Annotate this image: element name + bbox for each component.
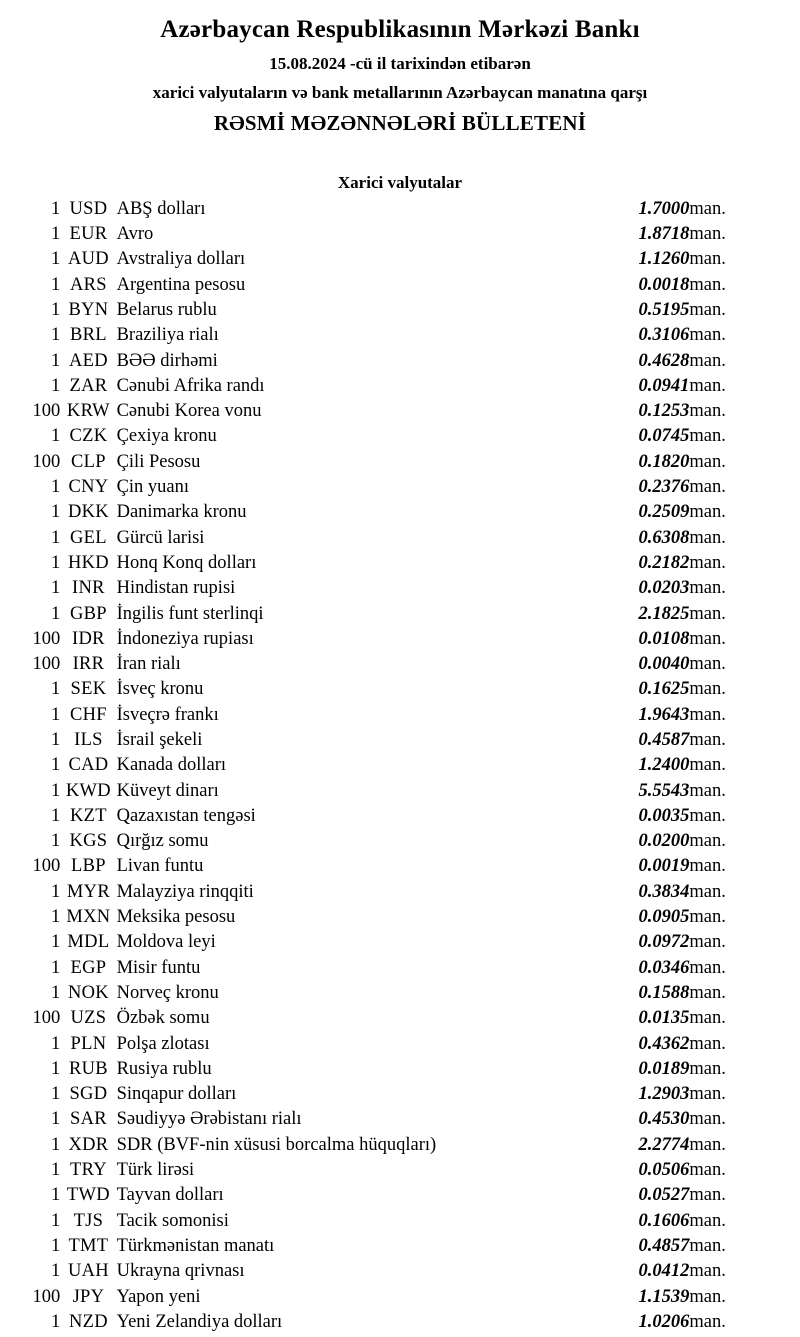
currency-code: AED [68, 350, 108, 371]
currency-code: TMT [68, 1235, 109, 1256]
currency-rate: 0.0412 [638, 1261, 690, 1282]
currency-rate: 0.4857 [638, 1235, 690, 1256]
currency-code: PLN [70, 1033, 107, 1054]
currency-unit: man. [689, 831, 726, 852]
currency-name: Kanada dolları [116, 755, 226, 776]
currency-name: Küveyt dinarı [116, 780, 219, 801]
currency-rate: 0.0035 [638, 805, 690, 826]
currency-unit: man. [689, 729, 726, 750]
currency-amount: 1 [51, 831, 61, 852]
currency-code: MDL [67, 932, 110, 953]
table-row [0, 1261, 800, 1286]
currency-name: Ukrayna qrivnası [116, 1261, 245, 1282]
currency-amount: 1 [51, 1210, 61, 1231]
table-row [0, 604, 800, 629]
currency-unit: man. [689, 881, 726, 902]
currency-code: USD [69, 198, 108, 219]
currency-name: Cənubi Korea vonu [116, 401, 262, 422]
currency-amount: 1 [51, 350, 61, 371]
currency-amount: 1 [51, 198, 61, 219]
currency-rate: 0.0200 [638, 831, 690, 852]
currency-name: İran rialı [116, 654, 181, 675]
currency-rate: 0.0745 [638, 426, 690, 447]
currency-rate: 1.1260 [638, 249, 690, 270]
document-header [0, 16, 800, 136]
currency-name: Avstraliya dolları [116, 249, 246, 270]
currency-rate: 0.0941 [638, 375, 690, 396]
currency-unit: man. [689, 982, 726, 1003]
currency-rate: 2.1825 [638, 603, 690, 624]
currency-rate: 1.2400 [638, 755, 690, 776]
currency-rate: 1.9643 [638, 704, 690, 725]
currency-unit: man. [689, 1109, 726, 1130]
currency-name: İngilis funt sterlinqi [116, 603, 264, 624]
currency-rate: 2.2774 [638, 1134, 690, 1155]
currency-name: Polşa zlotası [116, 1033, 210, 1054]
currency-name: Səudiyyə Ərəbistanı rialı [116, 1109, 302, 1130]
currency-unit: man. [689, 1210, 726, 1231]
currency-name: Yapon yeni [116, 1286, 201, 1307]
currency-unit: man. [689, 679, 726, 700]
currency-amount: 1 [51, 1033, 61, 1054]
currency-rates-body [0, 199, 800, 1337]
currency-rate: 1.8718 [638, 224, 690, 245]
currency-unit: man. [689, 1033, 726, 1054]
currency-code: IDR [72, 628, 105, 649]
currency-amount: 1 [51, 780, 61, 801]
currency-rate: 0.0203 [638, 578, 690, 599]
currency-name: Özbək somu [116, 1008, 210, 1029]
table-row [0, 553, 800, 578]
table-row [0, 654, 800, 679]
table-row [0, 1135, 800, 1160]
currency-unit: man. [689, 780, 726, 801]
currency-rate: 1.2903 [638, 1084, 690, 1105]
currency-code: ARS [69, 274, 107, 295]
currency-rate: 0.0346 [638, 957, 690, 978]
currency-code: INR [72, 578, 105, 599]
currency-amount: 1 [51, 224, 61, 245]
currency-code: EUR [69, 224, 108, 245]
currency-rate: 0.1253 [638, 401, 690, 422]
currency-code: MYR [66, 881, 110, 902]
currency-code: ILS [74, 729, 103, 750]
currency-unit: man. [689, 1311, 726, 1332]
table-row [0, 806, 800, 831]
currency-name: BƏƏ dirhəmi [116, 350, 218, 371]
currency-code: IRR [72, 654, 105, 675]
table-row [0, 1211, 800, 1236]
currency-amount: 1 [51, 1160, 61, 1181]
currency-amount: 1 [51, 1185, 61, 1206]
currency-unit: man. [689, 1286, 726, 1307]
currency-rate: 0.0905 [638, 907, 690, 928]
currency-name: ABŞ dolları [116, 198, 206, 219]
currency-rate: 0.6308 [638, 527, 690, 548]
currency-rate: 0.1820 [638, 451, 690, 472]
currency-amount: 100 [32, 1008, 61, 1029]
currency-code: SAR [69, 1109, 107, 1130]
currency-unit: man. [689, 603, 726, 624]
currency-unit: man. [689, 1008, 726, 1029]
currency-name: İsrail şekeli [116, 729, 203, 750]
currency-name: Çili Pesosu [116, 451, 201, 472]
document-subtitle: xarici valyutaların və bank metallarının Azərbaycan manatına qarşı [152, 82, 648, 102]
table-row [0, 199, 800, 224]
currency-rate: 1.7000 [638, 198, 690, 219]
currency-code: CNY [68, 477, 109, 498]
currency-code: JPY [72, 1286, 105, 1307]
currency-unit: man. [689, 502, 726, 523]
currency-code: AUD [67, 249, 109, 270]
currency-rate: 0.0019 [638, 856, 690, 877]
table-row [0, 856, 800, 881]
currency-name: İndoneziya rupiası [116, 628, 254, 649]
table-row [0, 401, 800, 426]
table-row [0, 325, 800, 350]
currency-rate: 0.4587 [638, 729, 690, 750]
table-row [0, 730, 800, 755]
currency-amount: 1 [51, 704, 61, 725]
table-row [0, 705, 800, 730]
currency-name: Qazaxıstan tengəsi [116, 805, 256, 826]
currency-code: DKK [67, 502, 109, 523]
currency-rate: 0.2182 [638, 552, 690, 573]
currency-amount: 1 [51, 578, 61, 599]
table-row [0, 958, 800, 983]
currency-rate: 0.5195 [638, 299, 690, 320]
currency-name: Sinqapur dolları [116, 1084, 237, 1105]
currency-code: SGD [69, 1084, 108, 1105]
table-row [0, 679, 800, 704]
table-row [0, 1160, 800, 1185]
currency-name: Belarus rublu [116, 299, 217, 320]
currency-code: CHF [69, 704, 107, 725]
table-row [0, 1109, 800, 1134]
currency-code: TWD [66, 1185, 110, 1206]
currency-amount: 1 [51, 805, 61, 826]
currency-name: Qırğız somu [116, 831, 209, 852]
currency-code: KZT [70, 805, 107, 826]
currency-amount: 100 [32, 654, 61, 675]
currency-unit: man. [689, 274, 726, 295]
currency-unit: man. [689, 426, 726, 447]
currency-rate: 0.0040 [638, 654, 690, 675]
currency-name: Misir funtu [116, 957, 201, 978]
currency-name: Tacik somonisi [116, 1210, 229, 1231]
currency-name: Hindistan rupisi [116, 578, 236, 599]
currency-rate: 0.0135 [638, 1008, 690, 1029]
table-row [0, 1312, 800, 1337]
currency-code: RUB [68, 1058, 108, 1079]
currency-rate: 0.4362 [638, 1033, 690, 1054]
currency-unit: man. [689, 325, 726, 346]
currency-amount: 1 [51, 982, 61, 1003]
currency-code: TRY [69, 1160, 107, 1181]
currency-name: Danimarka kronu [116, 502, 247, 523]
currency-amount: 1 [51, 729, 61, 750]
currency-name: SDR (BVF-nin xüsusi borcalma hüquqları) [116, 1134, 437, 1155]
currency-amount: 1 [51, 299, 61, 320]
table-row [0, 755, 800, 780]
currency-code: GEL [70, 527, 107, 548]
table-row [0, 1185, 800, 1210]
currency-amount: 1 [51, 1134, 61, 1155]
currency-name: Moldova leyi [116, 932, 216, 953]
currency-rate: 0.2376 [638, 477, 690, 498]
currency-amount: 1 [51, 1058, 61, 1079]
table-row [0, 300, 800, 325]
currency-amount: 1 [51, 477, 61, 498]
currency-code: LBP [71, 856, 106, 877]
currency-rate: 0.0506 [638, 1160, 690, 1181]
currency-code: GBP [69, 603, 107, 624]
currency-code: ZAR [69, 375, 108, 396]
currency-unit: man. [689, 198, 726, 219]
currency-amount: 1 [51, 907, 61, 928]
currency-name: Türkmənistan manatı [116, 1235, 275, 1256]
section-heading-foreign-currencies: Xarici valyutalar [337, 172, 463, 192]
currency-name: Gürcü larisi [116, 527, 205, 548]
document-bulletin-heading: RƏSMİ MƏZƏNNƏLƏRİ BÜLLETENİ [213, 110, 587, 135]
currency-name: Türk lirəsi [116, 1160, 195, 1181]
currency-amount: 1 [51, 1235, 61, 1256]
currency-rate: 0.0189 [638, 1058, 690, 1079]
table-row [0, 907, 800, 932]
currency-code: TJS [73, 1210, 104, 1231]
table-row [0, 1059, 800, 1084]
page-title: Azərbaycan Respublikasının Mərkəzi Bankı [160, 16, 640, 43]
currency-code: EGP [70, 957, 107, 978]
currency-unit: man. [689, 957, 726, 978]
table-row [0, 376, 800, 401]
table-row [0, 351, 800, 376]
currency-rate: 0.1625 [638, 679, 690, 700]
table-row [0, 426, 800, 451]
currency-unit: man. [689, 299, 726, 320]
currency-unit: man. [689, 451, 726, 472]
currency-unit: man. [689, 628, 726, 649]
table-row [0, 781, 800, 806]
table-row [0, 831, 800, 856]
currency-name: Livan funtu [116, 856, 204, 877]
currency-code: BRL [69, 325, 107, 346]
currency-amount: 100 [32, 451, 61, 472]
currency-name: Çin yuanı [116, 477, 190, 498]
currency-amount: 1 [51, 932, 61, 953]
currency-rate: 0.0108 [638, 628, 690, 649]
currency-amount: 1 [51, 375, 61, 396]
currency-rate: 0.2509 [638, 502, 690, 523]
currency-amount: 1 [51, 679, 61, 700]
currency-name: Yeni Zelandiya dolları [116, 1311, 283, 1332]
table-row [0, 629, 800, 654]
currency-unit: man. [689, 932, 726, 953]
currency-unit: man. [689, 654, 726, 675]
currency-code: KWD [65, 780, 111, 801]
currency-unit: man. [689, 350, 726, 371]
currency-code: XDR [68, 1134, 109, 1155]
table-row [0, 983, 800, 1008]
currency-unit: man. [689, 1058, 726, 1079]
currency-rate: 1.1539 [638, 1286, 690, 1307]
currency-name: İsveç kronu [116, 679, 204, 700]
currency-amount: 1 [51, 957, 61, 978]
currency-code: NOK [67, 982, 109, 1003]
currency-unit: man. [689, 1084, 726, 1105]
currency-unit: man. [689, 1235, 726, 1256]
table-row [0, 1287, 800, 1312]
table-row [0, 882, 800, 907]
currency-amount: 1 [51, 249, 61, 270]
currency-amount: 100 [32, 628, 61, 649]
currency-amount: 1 [51, 755, 61, 776]
currency-name: Rusiya rublu [116, 1058, 212, 1079]
table-row [0, 224, 800, 249]
currency-unit: man. [689, 1261, 726, 1282]
table-row [0, 452, 800, 477]
currency-amount: 1 [51, 1261, 61, 1282]
currency-code: NZD [68, 1311, 108, 1332]
currency-rate: 0.3106 [638, 325, 690, 346]
currency-rate: 0.0972 [638, 932, 690, 953]
table-row [0, 1034, 800, 1059]
currency-name: Tayvan dolları [116, 1185, 224, 1206]
currency-amount: 1 [51, 527, 61, 548]
currency-amount: 1 [51, 325, 61, 346]
currency-amount: 100 [32, 401, 61, 422]
currency-name: Norveç kronu [116, 982, 219, 1003]
currency-unit: man. [689, 527, 726, 548]
currency-name: Braziliya rialı [116, 325, 219, 346]
currency-unit: man. [689, 477, 726, 498]
currency-name: İsveçrə frankı [116, 704, 219, 725]
currency-code: UZS [70, 1008, 107, 1029]
currency-unit: man. [689, 856, 726, 877]
currency-rate: 0.3834 [638, 881, 690, 902]
currency-code: BYN [68, 299, 109, 320]
currency-code: HKD [67, 552, 109, 573]
currency-code: MXN [66, 907, 111, 928]
table-row [0, 249, 800, 274]
currency-unit: man. [689, 401, 726, 422]
currency-name: Honq Konq dolları [116, 552, 257, 573]
currency-code: SEK [70, 679, 107, 700]
currency-name: Çexiya kronu [116, 426, 217, 447]
currency-rate: 5.5543 [638, 780, 690, 801]
currency-unit: man. [689, 755, 726, 776]
currency-amount: 100 [32, 1286, 61, 1307]
currency-unit: man. [689, 907, 726, 928]
table-row [0, 1236, 800, 1261]
currency-amount: 1 [51, 426, 61, 447]
currency-rate: 0.1588 [638, 982, 690, 1003]
currency-unit: man. [689, 552, 726, 573]
currency-amount: 1 [51, 1109, 61, 1130]
currency-amount: 1 [51, 1311, 61, 1332]
effective-date-line: 15.08.2024 -cü il tarixindən etibarən [269, 53, 531, 73]
currency-amount: 1 [51, 603, 61, 624]
currency-rate: 0.4628 [638, 350, 690, 371]
currency-code: CAD [68, 755, 109, 776]
currency-unit: man. [689, 1160, 726, 1181]
currency-name: Malayziya rinqqiti [116, 881, 254, 902]
currency-rate: 0.4530 [638, 1109, 690, 1130]
currency-name: Argentina pesosu [116, 274, 246, 295]
currency-code: KRW [66, 401, 110, 422]
currency-name: Cənubi Afrika randı [116, 375, 265, 396]
currency-code: KGS [69, 831, 108, 852]
table-row [0, 1008, 800, 1033]
currency-unit: man. [689, 224, 726, 245]
table-row [0, 578, 800, 603]
currency-unit: man. [689, 375, 726, 396]
currency-unit: man. [689, 1185, 726, 1206]
table-row [0, 932, 800, 957]
currency-unit: man. [689, 704, 726, 725]
table-row [0, 477, 800, 502]
currency-rates-table [0, 199, 800, 1337]
currency-unit: man. [689, 249, 726, 270]
currency-amount: 1 [51, 502, 61, 523]
currency-amount: 1 [51, 552, 61, 573]
currency-rate: 0.1606 [638, 1210, 690, 1231]
currency-unit: man. [689, 1134, 726, 1155]
currency-name: Avro [116, 224, 154, 245]
table-row [0, 502, 800, 527]
currency-code: CLP [71, 451, 106, 472]
table-row [0, 1084, 800, 1109]
currency-unit: man. [689, 805, 726, 826]
table-row [0, 275, 800, 300]
currency-amount: 1 [51, 274, 61, 295]
table-row [0, 528, 800, 553]
currency-rate: 1.0206 [638, 1311, 690, 1332]
currency-amount: 100 [32, 856, 61, 877]
currency-unit: man. [689, 578, 726, 599]
currency-amount: 1 [51, 1084, 61, 1105]
currency-amount: 1 [51, 881, 61, 902]
currency-code: CZK [69, 426, 108, 447]
currency-code: UAH [67, 1261, 109, 1282]
currency-rate: 0.0018 [638, 274, 690, 295]
currency-rate: 0.0527 [638, 1185, 690, 1206]
currency-name: Meksika pesosu [116, 907, 236, 928]
